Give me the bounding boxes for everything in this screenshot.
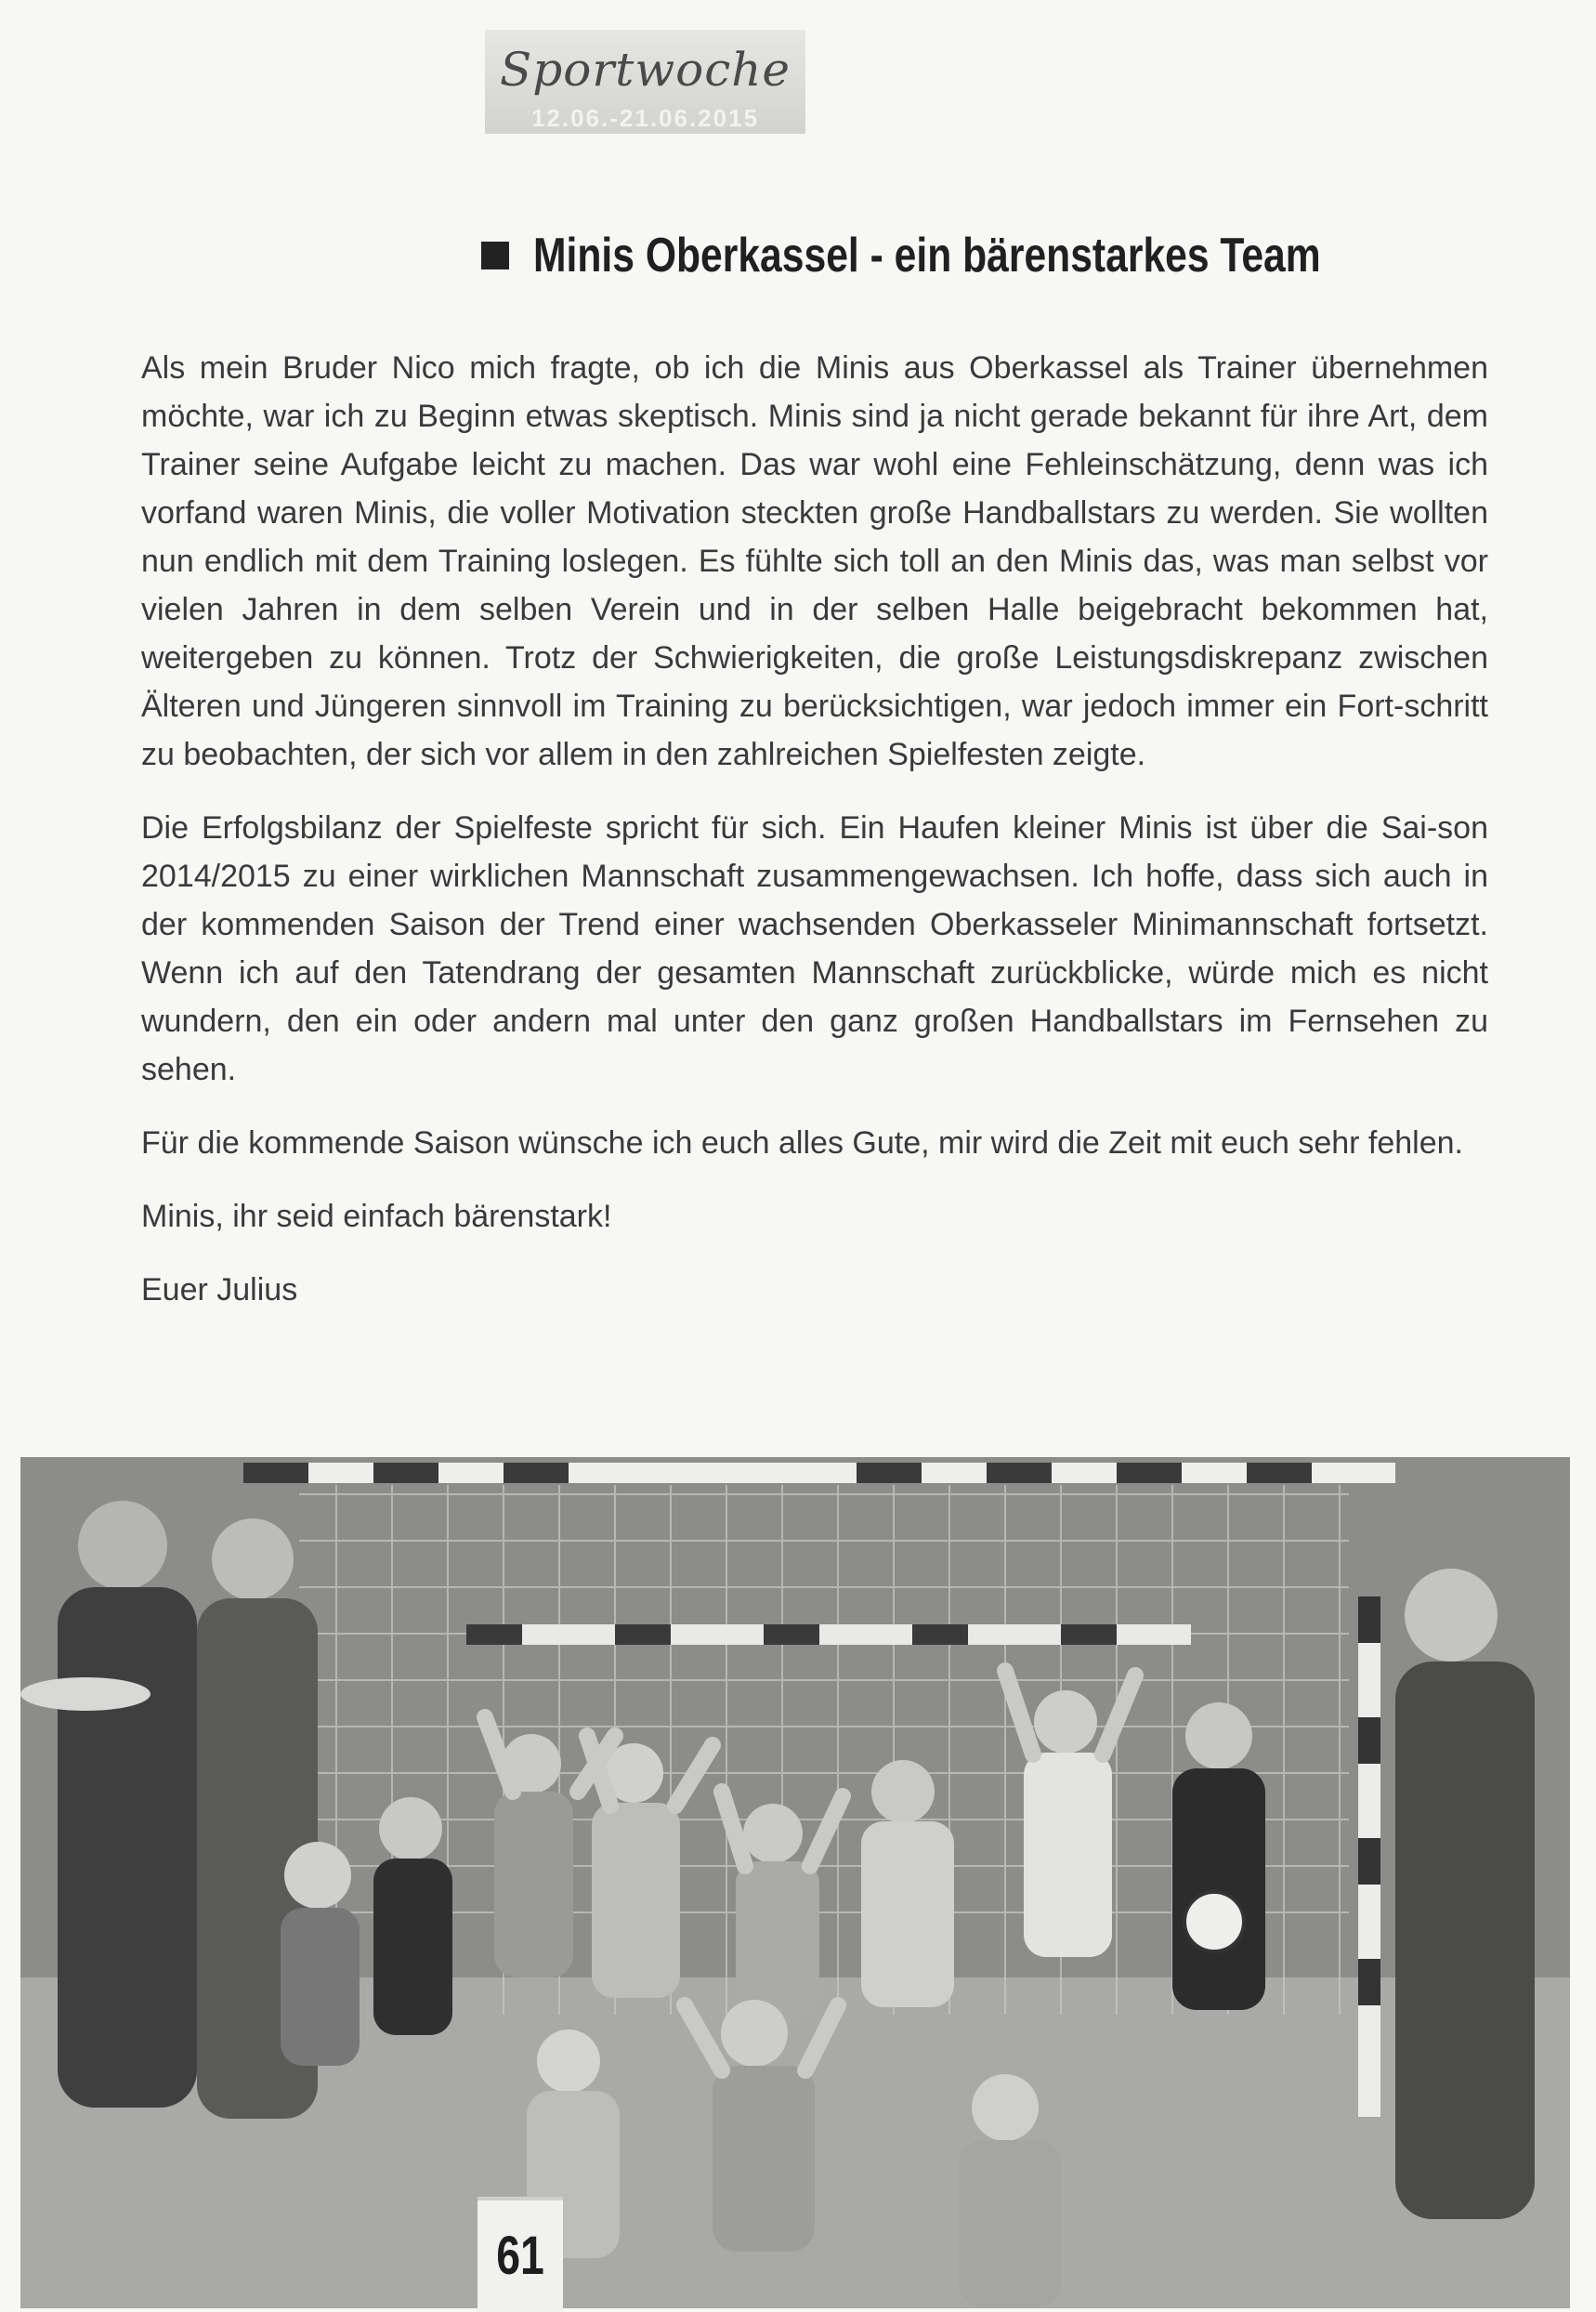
page-number-box (477, 2197, 563, 2312)
article-title-row (481, 223, 1503, 288)
page-number: 61 (496, 2226, 544, 2286)
sportwoche-logo (485, 30, 805, 134)
title-bullet-icon (481, 242, 509, 269)
paragraph-2: Die Erfolgsbilanz der Spielfeste spricht für sich. Ein Haufen kleiner Minis ist über die Sai-son 2014/2015 zu einer wirklichen Mannschaft zusammengewachsen. Ich hoffe, dass sich auch in der kommenden Saison der Trend einer wachsenden Oberkasseler Minimannschaft fortsetzt. Wenn ich auf den Tatendrang der gesamten Mannschaft zurückblicke, würde mich es nicht wundern, den ein oder andern mal unter den ganz großen Handballstars im Fernsehen zu sehen. (141, 810, 1488, 1087)
team-photo-illustration (20, 1457, 1570, 2308)
paragraph-1: Als mein Bruder Nico mich fragte, ob ich die Minis aus Oberkassel als Trainer übernehmen möchte, war ich zu Beginn etwas skeptisch. Minis sind ja nicht gerade bekannt für ihre Art, dem Trainer seine Aufgabe leicht zu machen. Das war wohl eine Fehleinschätzung, denn was ich vorfand waren Minis, die voller Motivation steckten große Handballstars zu werden. Sie wollten nun endlich mit dem Training loslegen. Es fühlte sich toll an den Minis das, was man selbst vor vielen Jahren in dem selben Verein und in der selben Halle beigebracht bekommen hat, weitergeben zu können. Trotz der Schwierigkeiten, die große Leistungsdiskrepanz zwischen Älteren und Jüngeren sinnvoll im Training zu berücksichtigen, war jedoch immer ein Fort-schritt zu beobachten, der sich vor allem in den zahlreichen Spielfesten zeigte. (141, 350, 1488, 772)
logo-wordmark: Sportwoche (499, 43, 791, 97)
team-photo (20, 1457, 1570, 2308)
signature: Euer Julius (141, 1272, 298, 1307)
event-dates: 12.06.-21.06.2015 (530, 104, 760, 132)
paragraph-4: Minis, ihr seid einfach bärenstark! (141, 1199, 612, 1234)
coach-right (1395, 1569, 1535, 2219)
paragraph-3: Für die kommende Saison wünsche ich euch alles Gute, mir wird die Zeit mit euch sehr fehlen. (141, 1125, 1463, 1161)
article-body (141, 344, 1488, 1339)
article-title: Minis Oberkassel - ein bärenstarkes Team (533, 229, 1321, 282)
